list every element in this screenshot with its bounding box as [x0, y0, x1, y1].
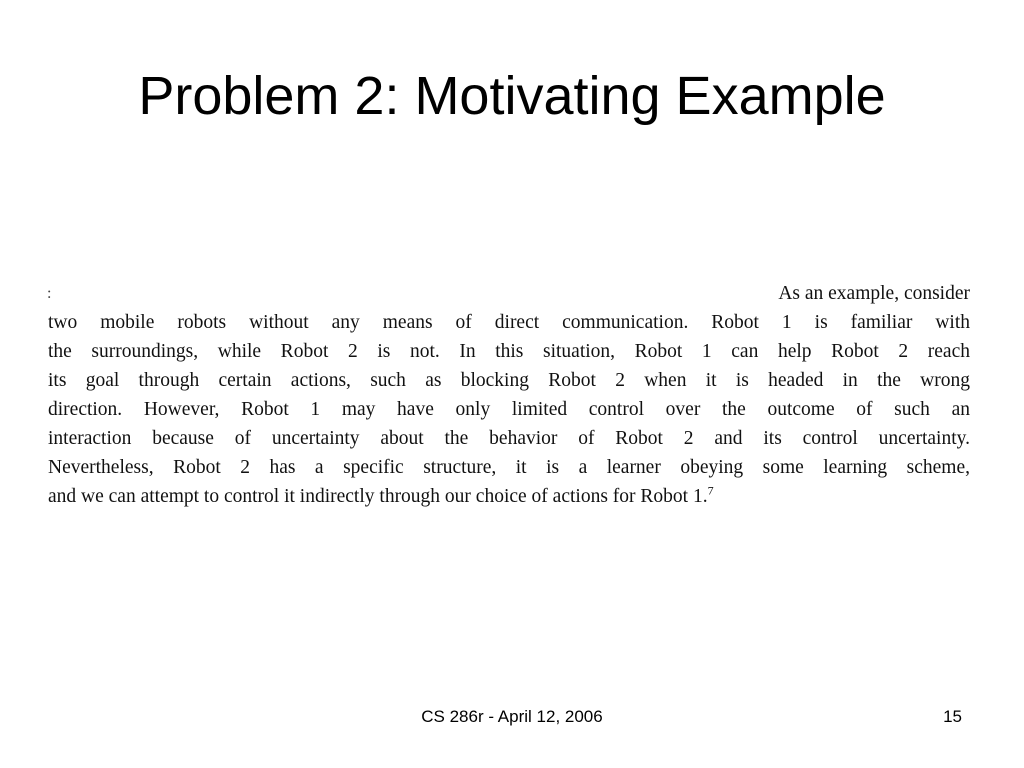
footer-page-number: 15	[943, 707, 962, 726]
footer-course-date: CS 286r - April 12, 2006	[421, 707, 603, 726]
excerpt-line: As an example, consider	[778, 283, 970, 304]
excerpt-line: direction. However, Robot 1 may have only limited control over the outcome of such an	[48, 399, 970, 420]
footnote-marker: 7	[707, 483, 714, 498]
excerpt-line: its goal through certain actions, such as blocking Robot 2 when it is headed in the wrong	[48, 370, 970, 391]
excerpt-line: interaction because of uncertainty about the behavior of Robot 2 and its control uncertainty.	[48, 428, 970, 449]
excerpt-line: two mobile robots without any means of direct communication. Robot 1 is familiar with	[48, 312, 970, 333]
cropped-text-fragment: :	[47, 285, 52, 302]
excerpt-last-line	[48, 482, 970, 511]
slide-title: Problem 2: Motivating Example	[138, 66, 886, 126]
excerpt-line: Nevertheless, Robot 2 has a specific structure, it is a learner obeying some learning scheme,	[48, 457, 970, 478]
paper-excerpt	[48, 279, 970, 515]
excerpt-last-line-text: and we can attempt to control it indirectly through our choice of actions for Robot 1.	[48, 486, 708, 507]
excerpt-line: the surroundings, while Robot 2 is not. In this situation, Robot 1 can help Robot 2 reach	[48, 341, 970, 362]
